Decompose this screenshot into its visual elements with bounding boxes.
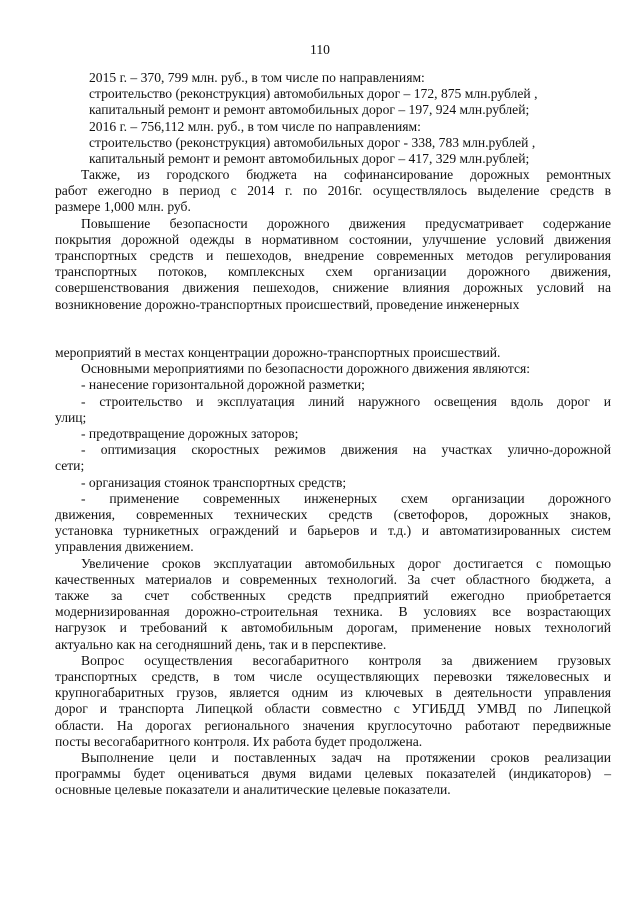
text-line: также за счет собственных средств предприятий ежегодно приобретается xyxy=(55,588,611,604)
text-line: транспортных средств, в том числе осуществляющих перевозки тяжеловесных и xyxy=(55,669,611,685)
text-line: строительство (реконструкция) автомобильных дорог – 172, 875 млн.рублей , xyxy=(89,86,538,102)
text-line: Также, из городского бюджета на софинансирование дорожных ремонтных xyxy=(81,167,611,182)
text-line: области. На дорогах регионального значения круглосуточно работают передвижные xyxy=(55,717,611,733)
text-line: - строительство и эксплуатация линий наружного освещения вдоль дорог и xyxy=(81,393,611,409)
paragraph-group-1 xyxy=(55,167,611,313)
text-line: совершенствования движения пешеходов, снижение влияния дорожных условий на xyxy=(55,280,611,296)
text-line: модернизированная дорожно-строительная техника. В условиях все возрастающих xyxy=(55,604,611,620)
text-line: транспортных потоков, комплексных схем организации дорожного движения, xyxy=(55,264,611,280)
text-line: посты весогабаритного контроля. Их работа будет продолжена. xyxy=(55,733,423,749)
text-line: сети; xyxy=(55,458,85,474)
text-line: крупногабаритных грузов, является одним из ключевых в деятельности управления xyxy=(55,685,611,701)
text-line: основные целевые показатели и аналитические целевые показатели. xyxy=(55,782,451,798)
text-line: нагрузок и требований к автомобильным дорогам, применение новых технологий xyxy=(55,620,611,636)
text-line: капитальный ремонт и ремонт автомобильных дорог – 197, 924 млн.рублей; xyxy=(89,102,530,118)
text-line: - применение современных инженерных схем организации дорожного xyxy=(81,490,611,506)
text-line: - предотвращение дорожных заторов; xyxy=(81,426,299,442)
text-line: 2015 г. – 370, 799 млн. руб., в том числе по направлениям: xyxy=(89,70,425,85)
paragraph-group-2 xyxy=(55,345,611,799)
text-line: работ ежегодно в период с 2014 г. по 2016г. осуществлялось выделение средств в xyxy=(55,183,611,199)
text-line: актуально как на сегодняшний день, так и в перспективе. xyxy=(55,636,387,652)
text-line: программы будет оцениваться двумя видами целевых показателей (индикаторов) – xyxy=(55,766,611,782)
text-line: качественных материалов и современных технологий. За счет областного бюджета, а xyxy=(55,571,611,587)
text-line: движения, современных технических средств (светофоров, дорожных знаков, xyxy=(55,507,611,523)
text-line: - оптимизация скоростных режимов движения на участках улично-дорожной xyxy=(81,442,611,458)
text-line: размере 1,000 млн. руб. xyxy=(55,199,191,215)
text-line: транспортных средств и пешеходов, внедрение современных методов регулирования xyxy=(55,248,611,264)
text-line: дорог и транспорта Липецкой области совместно с УГИБДД УМВД по Липецкой xyxy=(55,701,611,717)
text-line: - организация стоянок транспортных средств; xyxy=(81,474,347,490)
text-line: улиц; xyxy=(55,409,87,425)
text-line: строительство (реконструкция) автомобильных дорог - 338, 783 млн.рублей , xyxy=(89,134,536,150)
text-line: - нанесение горизонтальной дорожной разметки; xyxy=(81,377,365,393)
text-line: мероприятий в местах концентрации дорожно-транспортных происшествий. xyxy=(55,345,501,360)
text-line: Вопрос осуществления весогабаритного контроля за движением грузовых xyxy=(81,652,611,668)
text-line: Выполнение цели и поставленных задач на протяжении сроков реализации xyxy=(81,750,611,766)
text-line: 2016 г. – 756,112 млн. руб., в том числе по направлениям: xyxy=(89,118,421,134)
text-line: установка турникетных ограждений и барьеров и т.д.) и автоматизированных систем xyxy=(55,523,611,539)
text-line: покрытия дорожной одежды в нормативном состоянии, улучшение условий движения xyxy=(55,231,611,247)
text-line: Повышение безопасности дорожного движения предусматривает содержание xyxy=(81,215,611,231)
text-line: возникновение дорожно-транспортных происшествий, проведение инженерных xyxy=(55,296,520,312)
page-number: 110 xyxy=(310,42,330,57)
funding-list xyxy=(89,70,611,167)
text-line: Увеличение сроков эксплуатации автомобильных дорог достигается с помощью xyxy=(81,555,611,571)
text-line: Основными мероприятиями по безопасности дорожного движения являются: xyxy=(81,361,531,377)
text-line: управления движением. xyxy=(55,539,194,555)
text-line: капитальный ремонт и ремонт автомобильных дорог – 417, 329 млн.рублей; xyxy=(89,151,530,167)
